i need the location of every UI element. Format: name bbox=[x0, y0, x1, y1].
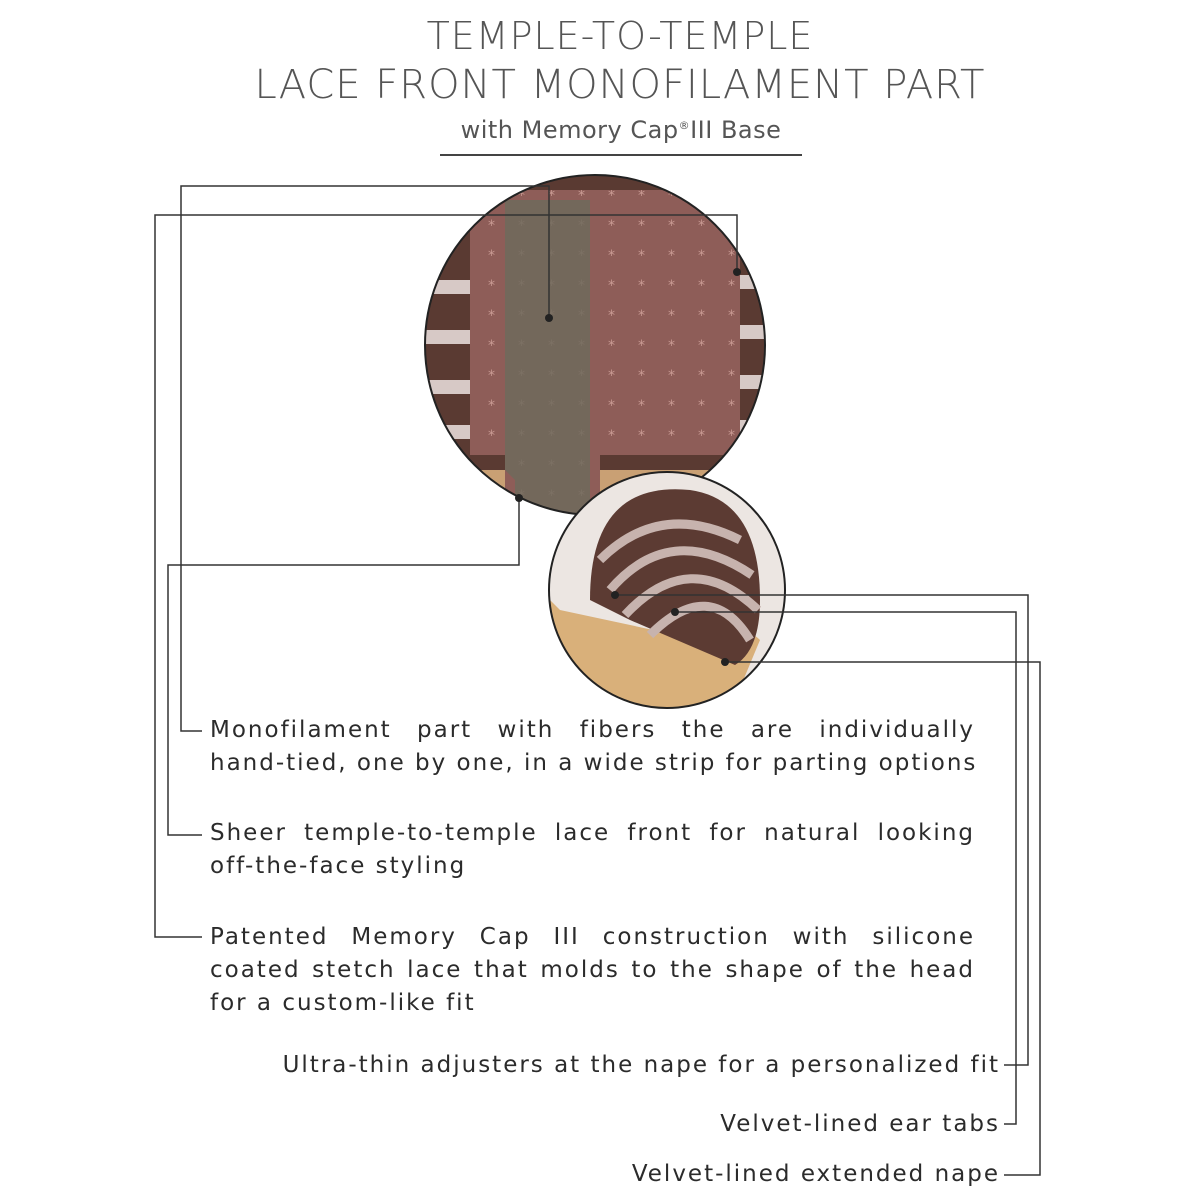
callout-nape: Velvet-lined extended nape bbox=[631, 1161, 1000, 1187]
callout-memory-cap-line3: for a custom-like fit bbox=[210, 990, 476, 1016]
callout-adjusters: Ultra-thin adjusters at the nape for a personalized fit bbox=[282, 1052, 1000, 1078]
callout-memory-cap-3 bbox=[210, 987, 975, 1020]
registered-mark: ® bbox=[678, 119, 691, 132]
title-line-1: TEMPLE-TO-TEMPLE bbox=[426, 14, 814, 58]
callout-memory-cap-line1: Patented Memory Cap III construction with silicone bbox=[210, 924, 975, 950]
callout-memory-cap bbox=[210, 921, 975, 954]
callout-monofilament-line1: Monofilament part with fibers the are individually bbox=[210, 717, 975, 743]
cap-inside-image bbox=[420, 170, 780, 530]
callout-lace-front-cont bbox=[210, 850, 975, 883]
callout-ear-tabs: Velvet-lined ear tabs bbox=[720, 1111, 1000, 1137]
callout-lace-front bbox=[210, 817, 975, 850]
subtitle-prefix: with Memory Cap bbox=[460, 116, 679, 144]
callout-memory-cap-2 bbox=[210, 954, 975, 987]
callout-monofilament-cont bbox=[210, 747, 1010, 780]
subtitle-suffix: III Base bbox=[690, 116, 782, 144]
title-line-2: LACE FRONT MONOFILAMENT PART bbox=[254, 62, 986, 108]
callout-monofilament bbox=[210, 714, 975, 747]
callout-memory-cap-line2: coated stetch lace that molds to the shape of the head bbox=[210, 957, 975, 983]
callout-lace-front-line1: Sheer temple-to-temple lace front for natural looking bbox=[210, 820, 975, 846]
callout-lace-front-line2: off-the-face styling bbox=[210, 853, 467, 879]
callout-monofilament-line2: hand-tied, one by one, in a wide strip for parting options bbox=[210, 750, 978, 776]
cap-circle-small bbox=[549, 472, 785, 708]
